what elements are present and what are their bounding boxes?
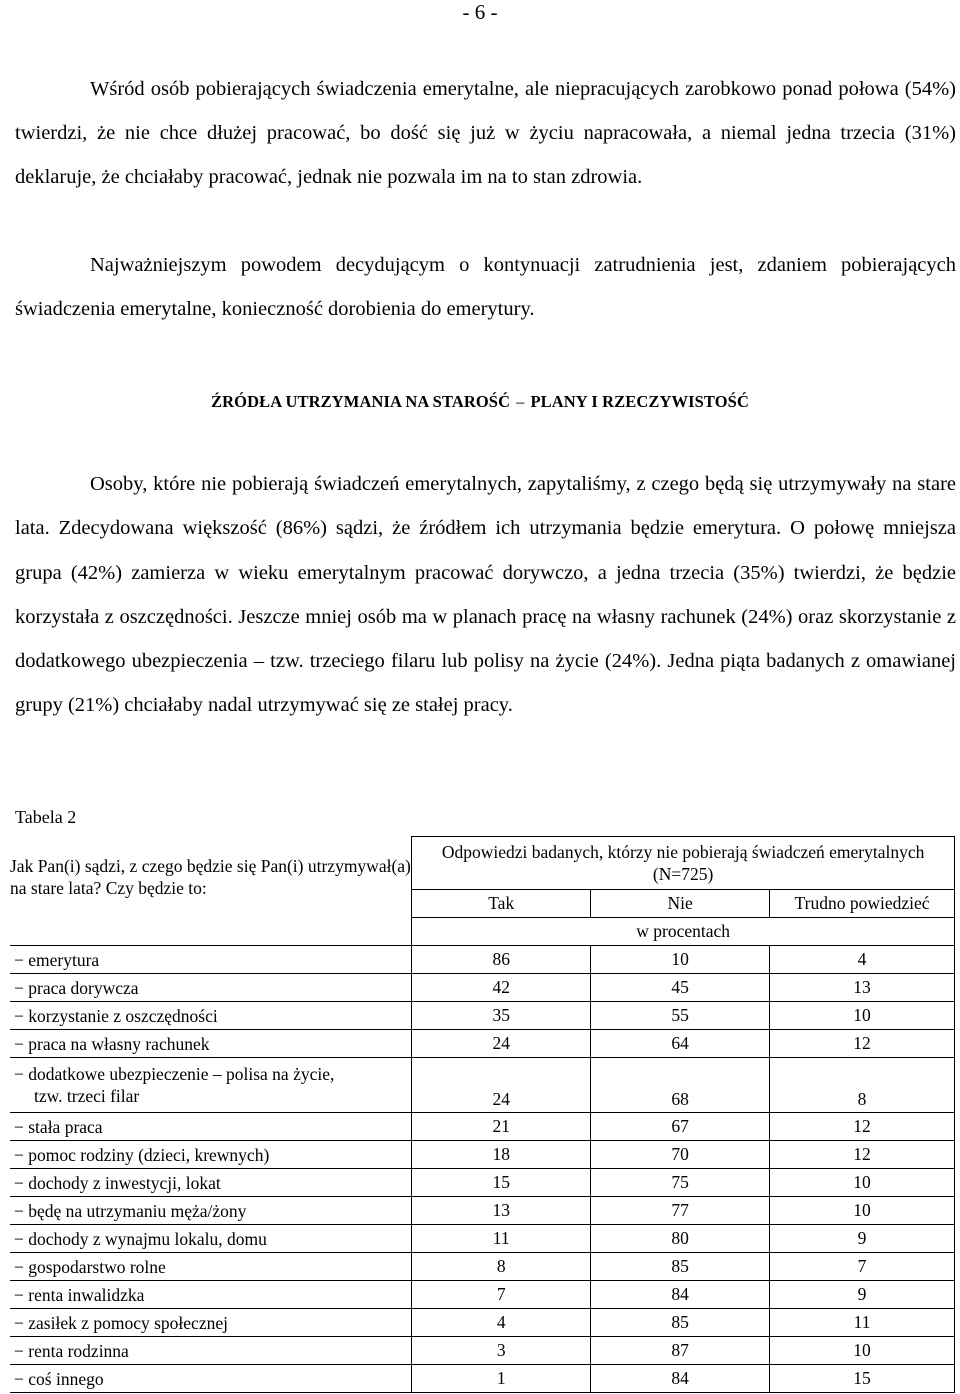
- table-unit-row: [10, 918, 955, 946]
- table-caption: Tabela 2: [15, 807, 77, 827]
- paragraph-income-sources: Osoby, które nie pobierają świadczeń emerytalnych, zapytaliśmy, z czego będą się utrzymywały na stare lata. Zdecydowana większość (86%) sądzi, że źródłem ich utrzymania będzie emerytura. O połowę mniejsza grupa (42%) zamierza w wieku emerytalnym pracować dorywczo, a jedna trzecia (35%) twierdzi, że będzie korzystała z oszczędności. Jeszcze mniej osób ma w planach pracę na własny rachunek (24%) oraz skorzystanie z dodatkowego ubezpieczenia – tzw. trzeciego filaru lub polisy na życie (24%). Jedna piąta badanych z omawianej grupy (21%) chciałaby nadal utrzymywać się ze stałej pracy.: [15, 473, 956, 717]
- bullet-dash: −: [14, 977, 24, 998]
- bullet-dash: −: [14, 949, 24, 970]
- table-row: [10, 1002, 955, 1030]
- row-label-text: zasiłek z pomocy społecznej: [28, 1312, 228, 1333]
- table-question: Jak Pan(i) sądzi, z czego będzie się Pan(i) utrzymywał(a) na stare lata? Czy będzie to:: [10, 837, 412, 918]
- cell-tak: 8: [412, 1253, 591, 1281]
- bullet-dash: −: [14, 1005, 24, 1026]
- bullet-dash: −: [14, 1200, 24, 1221]
- bullet-dash: −: [14, 1064, 24, 1084]
- table-row: [10, 1197, 955, 1225]
- income-sources-table: [10, 836, 955, 1393]
- table-row: [10, 946, 955, 974]
- row-label: [10, 1030, 412, 1058]
- row-label: [10, 1365, 412, 1393]
- column-header-trudno: Trudno powiedzieć: [770, 890, 955, 918]
- cell-nie: 67: [591, 1113, 770, 1141]
- row-label: [10, 1141, 412, 1169]
- cell-trudno: 9: [770, 1225, 955, 1253]
- row-label-text: dochody z wynajmu lokalu, domu: [28, 1228, 267, 1249]
- cell-tak: 13: [412, 1197, 591, 1225]
- cell-tak: 7: [412, 1281, 591, 1309]
- cell-nie: 10: [591, 946, 770, 974]
- cell-tak: 18: [412, 1141, 591, 1169]
- cell-tak: 4: [412, 1309, 591, 1337]
- column-header-tak: Tak: [412, 890, 591, 918]
- cell-tak: 42: [412, 974, 591, 1002]
- cell-trudno: 9: [770, 1281, 955, 1309]
- row-label: [10, 1225, 412, 1253]
- cell-nie: 87: [591, 1337, 770, 1365]
- bullet-dash: −: [14, 1172, 24, 1193]
- row-label: [10, 1281, 412, 1309]
- cell-nie: 80: [591, 1225, 770, 1253]
- page-number: - 6 -: [462, 0, 498, 24]
- table-row: [10, 1253, 955, 1281]
- table-row: [10, 1113, 955, 1141]
- bullet-dash: −: [14, 1340, 24, 1361]
- row-label-text: pomoc rodziny (dzieci, krewnych): [28, 1144, 270, 1165]
- cell-tak: 21: [412, 1113, 591, 1141]
- section-heading-left: ŹRÓDŁA UTRZYMANIA NA STAROŚĆ: [211, 392, 511, 411]
- table-row: [10, 1169, 955, 1197]
- cell-nie: 84: [591, 1281, 770, 1309]
- row-label: [10, 1337, 412, 1365]
- cell-trudno: 12: [770, 1113, 955, 1141]
- cell-trudno: 7: [770, 1253, 955, 1281]
- row-label-text: emerytura: [28, 949, 100, 970]
- table-unit: w procentach: [412, 918, 955, 946]
- cell-tak: 15: [412, 1169, 591, 1197]
- table-row: [10, 1365, 955, 1393]
- row-label-text: korzystanie z oszczędności: [28, 1005, 218, 1026]
- cell-nie: 45: [591, 974, 770, 1002]
- row-label-continuation: tzw. trzeci filar: [34, 1086, 140, 1106]
- table-group-header: Odpowiedzi badanych, którzy nie pobierają świadczeń emerytalnych (N=725): [412, 837, 955, 890]
- row-label-text: praca dorywcza: [28, 977, 139, 998]
- row-label: [10, 1113, 412, 1141]
- row-label: [10, 1253, 412, 1281]
- table-row: [10, 1225, 955, 1253]
- bullet-dash: −: [14, 1144, 24, 1165]
- cell-trudno: 12: [770, 1141, 955, 1169]
- unit-spacer: [10, 918, 412, 946]
- paragraph-retirees-work: Wśród osób pobierających świadczenia emerytalne, ale niepracujących zarobkowo ponad połowa (54%) twierdzi, że nie chce dłużej pracować, bo dość się już w życiu napracowała, a niemal jedna trzecia (31%) deklaruje, że chciałaby pracować, jednak nie pozwala im na to stan zdrowia.: [15, 78, 956, 189]
- cell-nie: 85: [591, 1309, 770, 1337]
- table-row: [10, 1141, 955, 1169]
- table-row: [10, 1058, 955, 1113]
- cell-nie: 84: [591, 1365, 770, 1393]
- row-label-text: stała praca: [28, 1116, 103, 1137]
- cell-nie: 70: [591, 1141, 770, 1169]
- row-label-text: renta rodzinna: [28, 1340, 129, 1361]
- row-label-text: coś innego: [28, 1368, 104, 1389]
- bullet-dash: −: [14, 1228, 24, 1249]
- table-row: [10, 1337, 955, 1365]
- table-row: [10, 1281, 955, 1309]
- cell-tak: 11: [412, 1225, 591, 1253]
- cell-tak: 86: [412, 946, 591, 974]
- row-label: [10, 1197, 412, 1225]
- row-label-text: praca na własny rachunek: [28, 1033, 210, 1054]
- table-row: [10, 1030, 955, 1058]
- cell-nie: 77: [591, 1197, 770, 1225]
- row-label-text: będę na utrzymaniu męża/żony: [28, 1200, 247, 1221]
- cell-trudno: 8: [770, 1058, 955, 1113]
- row-label-text: renta inwalidzka: [28, 1284, 145, 1305]
- cell-tak: 1: [412, 1365, 591, 1393]
- cell-trudno: 10: [770, 1337, 955, 1365]
- bullet-dash: −: [14, 1312, 24, 1333]
- row-label: [10, 1169, 412, 1197]
- section-heading-dash: –: [516, 392, 525, 411]
- cell-nie: 64: [591, 1030, 770, 1058]
- cell-trudno: 11: [770, 1309, 955, 1337]
- cell-tak: 3: [412, 1337, 591, 1365]
- row-label: [10, 1309, 412, 1337]
- row-label-text: gospodarstwo rolne: [28, 1256, 166, 1277]
- section-heading: [0, 392, 960, 412]
- cell-nie: 55: [591, 1002, 770, 1030]
- row-label: [10, 1058, 412, 1113]
- cell-trudno: 15: [770, 1365, 955, 1393]
- cell-tak: 24: [412, 1058, 591, 1113]
- bullet-dash: −: [14, 1284, 24, 1305]
- bullet-dash: −: [14, 1116, 24, 1137]
- column-header-nie: Nie: [591, 890, 770, 918]
- row-label-text: dodatkowe ubezpieczenie – polisa na życie,: [28, 1064, 335, 1084]
- cell-tak: 35: [412, 1002, 591, 1030]
- cell-trudno: 12: [770, 1030, 955, 1058]
- row-label-text: dochody z inwestycji, lokat: [28, 1172, 221, 1193]
- cell-tak: 24: [412, 1030, 591, 1058]
- table-row: [10, 1309, 955, 1337]
- cell-nie: 75: [591, 1169, 770, 1197]
- cell-nie: 68: [591, 1058, 770, 1113]
- bullet-dash: −: [14, 1256, 24, 1277]
- cell-trudno: 10: [770, 1169, 955, 1197]
- table-header-row: [10, 837, 955, 890]
- section-heading-right: PLANY I RZECZYWISTOŚĆ: [530, 392, 749, 411]
- cell-trudno: 4: [770, 946, 955, 974]
- table-row: [10, 974, 955, 1002]
- paragraph-main-reason: Najważniejszym powodem decydującym o kontynuacji zatrudnienia jest, zdaniem pobierających świadczenia emerytalne, konieczność dorobienia do emerytury.: [15, 254, 956, 320]
- cell-trudno: 10: [770, 1197, 955, 1225]
- bullet-dash: −: [14, 1033, 24, 1054]
- row-label: [10, 946, 412, 974]
- row-label: [10, 1002, 412, 1030]
- cell-nie: 85: [591, 1253, 770, 1281]
- row-label: [10, 974, 412, 1002]
- cell-trudno: 10: [770, 1002, 955, 1030]
- bullet-dash: −: [14, 1368, 24, 1389]
- cell-trudno: 13: [770, 974, 955, 1002]
